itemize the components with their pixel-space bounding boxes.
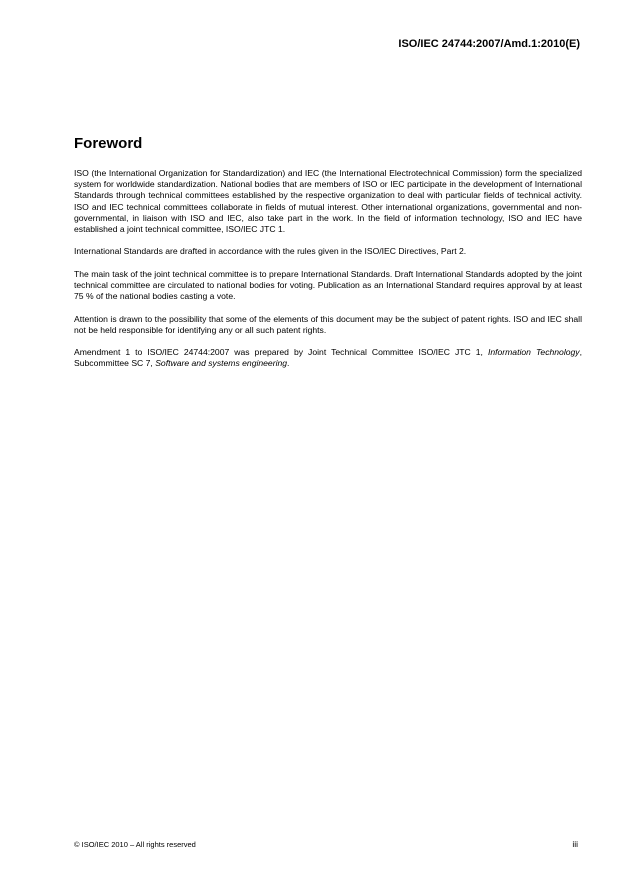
document-identifier: ISO/IEC 24744:2007/Amd.1:2010(E): [398, 38, 580, 50]
section-title: Foreword: [74, 135, 143, 152]
amendment-subcommittee-name: Software and systems engineering: [155, 358, 288, 369]
foreword-body: [74, 168, 582, 381]
paragraph-patent-rights: Attention is drawn to the possibility that some of the elements of this document may be the subject of patent rights. ISO and IEC shall not be held responsible for identifying any or all such patent rights.: [74, 313, 582, 335]
amendment-text-subcommittee: , Subcommittee SC 7,: [74, 347, 582, 369]
paragraph-directives: International Standards are drafted in accordance with the rules given in the ISO/IEC Directives, Part 2.: [74, 246, 467, 257]
amendment-text-end: .: [287, 358, 290, 369]
paragraph-amendment: [74, 347, 582, 369]
page-number: iii: [572, 839, 578, 849]
copyright-notice: © ISO/IEC 2010 – All rights reserved: [74, 840, 196, 849]
amendment-committee-name: Information Technology: [487, 347, 580, 358]
amendment-text: Amendment 1 to ISO/IEC 24744:2007 was prepared by Joint Technical Committee ISO/IEC JTC 1,: [74, 347, 488, 358]
paragraph-organizations: ISO (the International Organization for Standardization) and IEC (the International Electrotechnical Commission) form the specialized system for worldwide standardization. National bodies that are members of ISO or IEC participate in the development of International Standards through technical committees established by the respective organization to deal with particular fields of technical activity. ISO and IEC technical committees collaborate in fields of mutual interest. Other international organizations, governmental and non-governmental, in liaison with ISO and IEC, also take part in the work. In the field of information technology, ISO and IEC have established a joint technical committee, ISO/IEC JTC 1.: [74, 168, 582, 235]
paragraph-committee-task: The main task of the joint technical committee is to prepare International Standards. Draft International Standards adopted by the joint technical committee are circulated to national bodies for voting. Publication as an International Standard requires approval by at least 75 % of the national bodies casting a vote.: [74, 268, 582, 302]
